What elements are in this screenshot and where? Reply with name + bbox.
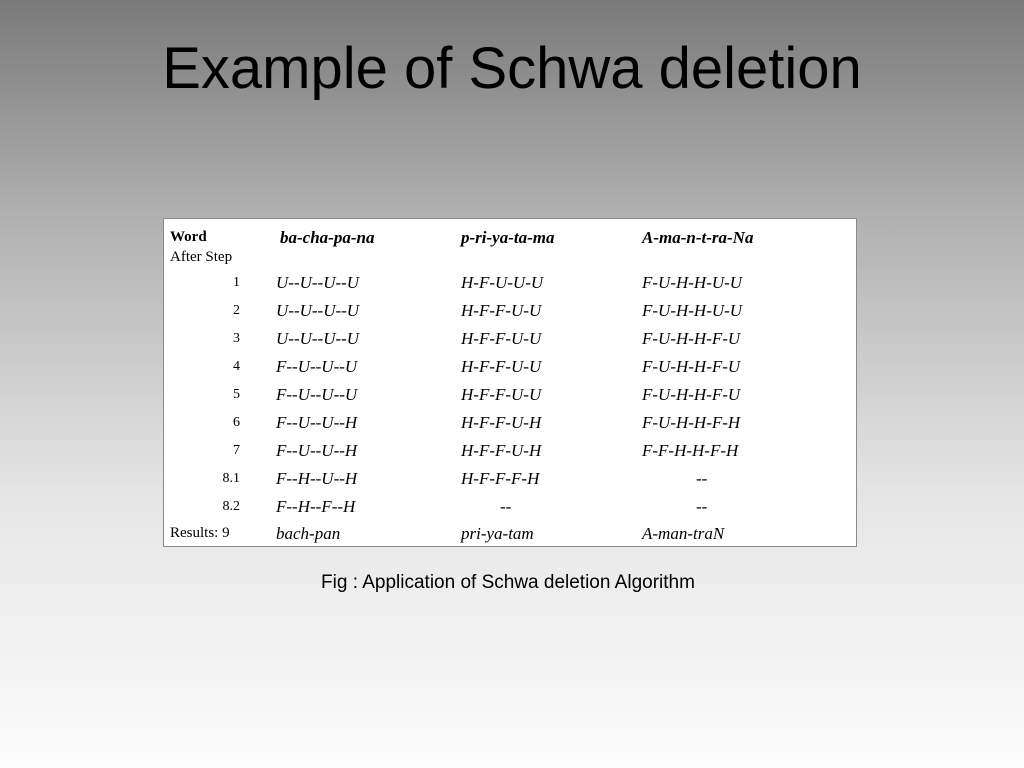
step-number: 8.2 [222,499,240,514]
pattern-cell-word-1: F--H--F--H [276,497,356,516]
pattern-cell-word-1: F--U--U--H [276,413,358,432]
pattern-cell-word-2: H-F-F-U-U [461,329,542,348]
after-step-label: After Step [170,249,233,265]
pattern-cell-word-1: F--H--U--H [276,469,358,488]
pattern-cell-word-3: F-F-H-H-F-H [642,441,739,460]
result-word-1: bach-pan [276,524,341,543]
pattern-cell-word-1: F--U--U--U [276,385,358,404]
word-header-1: ba-cha-pa-na [280,228,375,247]
step-number: 1 [233,275,240,290]
pattern-cell-word-3: F-U-H-H-F-H [642,413,741,432]
pattern-cell-word-1: F--U--U--U [276,357,358,376]
slide-title: Example of Schwa deletion [162,36,862,101]
word-header-2: p-ri-ya-ta-ma [461,228,555,247]
pattern-cell-word-3: F-U-H-H-F-U [642,385,741,404]
step-number: 8.1 [222,471,240,486]
pattern-cell-word-1: U--U--U--U [276,301,360,320]
result-word-2: pri-ya-tam [461,524,534,543]
pattern-cell-word-3: F-U-H-H-F-U [642,357,741,376]
step-number: 3 [233,331,240,346]
pattern-cell-word-2: H-F-F-U-H [461,441,542,460]
pattern-cell-word-2: H-F-F-U-H [461,413,542,432]
pattern-cell-word-2: H-F-F-U-U [461,301,542,320]
schwa-deletion-table [163,218,857,547]
step-number: 7 [233,443,240,458]
figure-caption: Fig : Application of Schwa deletion Algorithm [321,572,695,593]
pattern-cell-word-2: H-F-F-U-U [461,357,542,376]
step-number: 5 [233,387,240,402]
word-header-label: Word [170,229,207,245]
pattern-cell-word-3: -- [696,469,708,488]
pattern-cell-word-3: -- [696,497,708,516]
pattern-cell-word-3: F-U-H-H-U-U [642,301,743,320]
pattern-cell-word-3: F-U-H-H-U-U [642,273,743,292]
pattern-cell-word-1: U--U--U--U [276,273,360,292]
step-number: 2 [233,303,240,318]
word-header-3: A-ma-n-t-ra-Na [642,228,754,247]
pattern-cell-word-2: H-F-F-F-H [461,469,540,488]
pattern-cell-word-1: F--U--U--H [276,441,358,460]
pattern-cell-word-2: H-F-U-U-U [461,273,544,292]
step-number: 6 [233,415,240,430]
pattern-cell-word-3: F-U-H-H-F-U [642,329,741,348]
results-label: Results: 9 [170,525,230,541]
pattern-cell-word-1: U--U--U--U [276,329,360,348]
pattern-cell-word-2: -- [500,497,512,516]
pattern-cell-word-2: H-F-F-U-U [461,385,542,404]
result-word-3: A-man-traN [642,524,725,543]
step-number: 4 [233,359,240,374]
